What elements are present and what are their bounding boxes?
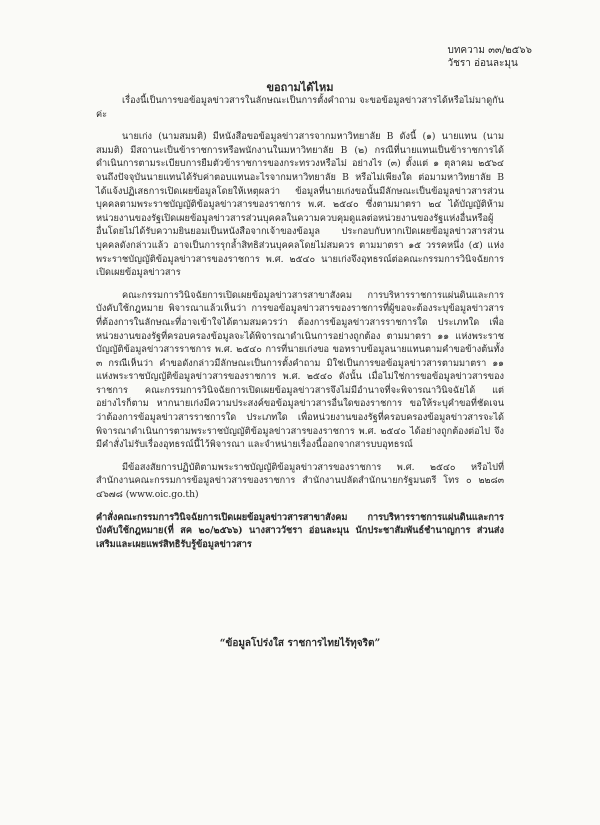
paragraph-source: คำสั่งคณะกรรมการวินิจฉัยการเปิดเผยข้อมูลข่าวสารสาขาสังคม การบริหารราชการแผ่นดินและการบังคับใช้กฎหมาย(ที่ สค ๒๐/๒๕๖๖) นางสาววัชรา อ่อนละมุน นักประชาสัมพันธ์ชำนาญการ ส่วนส่งเสริมและเผยแพร่สิทธิรับรู้ข้อมูลข่าวสาร (96, 511, 504, 550)
paragraph-request: นายเก่ง (นามสมมติ) มีหนังสือขอข้อมูลข่าวสารจากมหาวิทยาลัย B ดังนี้ (๑) นายแทน (นามสมมติ) มีสถานะเป็นข้าราชการหรือพนักงานในมหาวิทยาลัย B (๒) กรณีที่นายแทนเป็นข้าราชการได้ดำเนินการตามระเบียบการยืมตัวข้าราชการของกระทรวงหรือไม่ อย่างไร (๓) ตั้งแต่ ๑ ตุลาคม ๒๕๖๔ จนถึงปัจจุบันนายแทนได้รับค่าตอบแทนอะไรจากมหาวิทยาลัย B หรือไม่เพียงใด ต่อมามหาวิทยาลัย B ได้แจ้งปฏิเสธการเปิดเผยข้อมูลโดยให้เหตุผลว่า ข้อมูลที่นายเก่งขอนั้นมีลักษณะเป็นข้อมูลข่าวสารส่วนบุคคลตามพระราชบัญญัติข้อมูลข่าวสารของราชการ พ.ศ. ๒๕๔๐ ซึ่งตามมาตรา ๒๔ ได้บัญญัติห้ามหน่วยงานของรัฐเปิดเผยข้อมูลข่าวสารส่วนบุคคลในความควบคุมดูแลต่อหน่วยงานของรัฐแห่งอื่นหรือผู้อื่นโดยไม่ได้รับความยินยอมเป็นหนังสือจากเจ้าของข้อมูล ประกอบกับหากเปิดเผยข้อมูลข่าวสารส่วนบุคคลดังกล่าวแล้ว อาจเป็นการรุกล้ำสิทธิส่วนบุคคลโดยไม่สมควร ตามมาตรา ๑๕ วรรคหนึ่ง (๕) แห่งพระราชบัญญัติข้อมูลข่าวสารของราชการ พ.ศ. ๒๕๔๐ นายเก่งจึงอุทธรณ์ต่อคณะกรรมการวินิจฉัยการเปิดเผยข้อมูลข่าวสาร (96, 131, 504, 279)
document-header (447, 44, 532, 70)
article-reference: บทความ ๓๓/๒๕๖๖ (447, 45, 532, 56)
document-body (96, 94, 504, 560)
author-name: วัชรา อ่อนละมุน (447, 58, 518, 69)
slogan: “ข้อมูลโปร่งใส ราชการไทยไร้ทุจริต” (219, 638, 381, 649)
paragraph-contact: มีข้อสงสัยการปฏิบัติตามพระราชบัญญัติข้อมูลข่าวสารของราชการ พ.ศ. ๒๕๔๐ หรือไปที่สำนักงานคณะกรรมการข้อมูลข่าวสารของราชการ สำนักงานปลัดสำนักนายกรัฐมนตรี โทร ๐ ๒๒๘๓ ๔๖๗๘ (www.oic.go.th) (96, 461, 504, 501)
paragraph-decision: คณะกรรมการวินิจฉัยการเปิดเผยข้อมูลข่าวสารสาขาสังคม การบริหารราชการแผ่นดินและการบังคับใช้กฎหมาย พิจารณาแล้วเห็นว่า การขอข้อมูลข่าวสารของราชการที่ผู้ขอจะต้องระบุข้อมูลข่าวสารที่ต้องการในลักษณะที่อาจเข้าใจได้ตามสมควรว่า ต้องการข้อมูลข่าวสารราชการใด ประเภทใด เพื่อหน่วยงานของรัฐที่ครอบครองข้อมูลจะได้พิจารณาดำเนินการอย่างถูกต้อง ตามมาตรา ๑๑ แห่งพระราชบัญญัติข้อมูลข่าวสารราชการ พ.ศ. ๒๕๔๐ การที่นายเก่งขอ ขอทราบข้อมูลนายแทนตามคำขอข้างต้นทั้ง ๓ กรณีเห็นว่า คำขอดังกล่าวมีลักษณะเป็นการตั้งคำถาม มิใช่เป็นการขอข้อมูลข่าวสารตามมาตรา ๑๑ แห่งพระราชบัญญัติข้อมูลข่าวสารของราชการ พ.ศ. ๒๕๔๐ ดังนั้น เมื่อไม่ใช่การขอข้อมูลข่าวสารของราชการ คณะกรรมการวินิจฉัยการเปิดเผยข้อมูลข่าวสารจึงไม่มีอำนาจที่จะพิจารณาวินิจฉัยได้ แต่อย่างไรก็ตาม หากนายเก่งมีความประสงค์ขอข้อมูลข่าวสารอื่นใดของราชการ ขอให้ระบุคำขอที่ชัดเจนว่าต้องการข้อมูลข่าวสารราชการใด ประเภทใด เพื่อหน่วยงานของรัฐที่ครอบครองข้อมูลข่าวสารจะได้พิจารณาดำเนินการตามพระราชบัญญัติข้อมูลข่าวสารของราชการ พ.ศ. ๒๕๔๐ ได้อย่างถูกต้องต่อไป จึงมีคำสั่งไม่รับเรื่องอุทธรณ์นี้ไว้พิจารณา และจำหน่ายเรื่องนี้ออกจากสารบบอุทธรณ์ (96, 289, 504, 451)
paragraph-intro: เรื่องนี้เป็นการขอข้อมูลข่าวสารในลักษณะเป็นการตั้งคำถาม จะขอข้อมูลข่าวสารได้หรือไม่มาดูกันค่ะ (96, 95, 504, 120)
document-title: ขอถามได้ไหม (266, 81, 334, 94)
